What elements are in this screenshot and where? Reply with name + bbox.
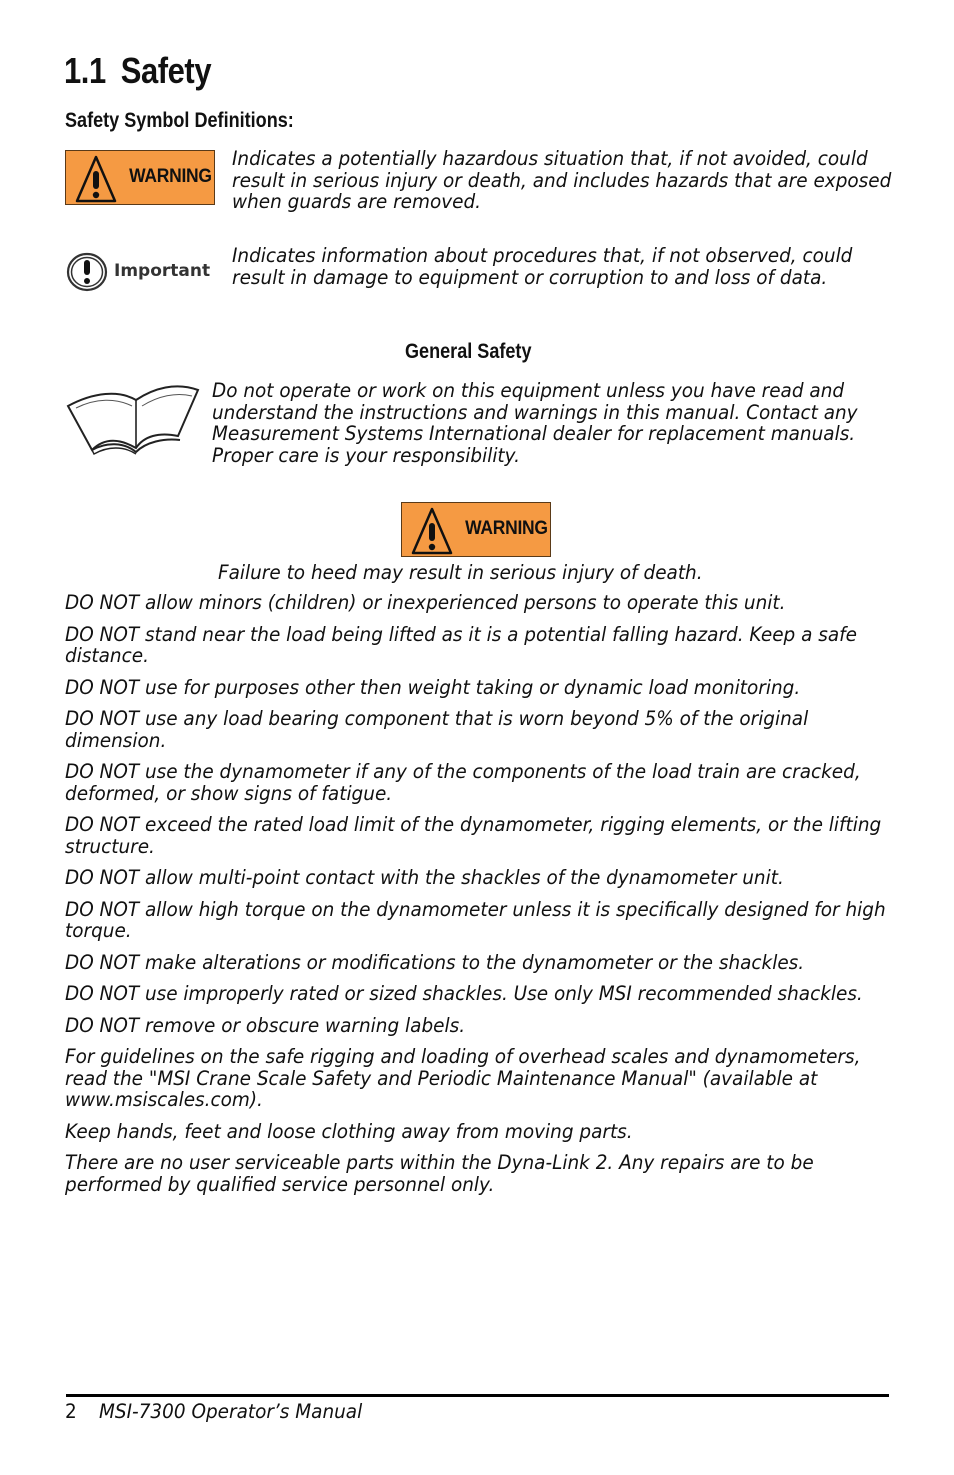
safety-rule: DO NOT stand near the load being lifted as it is a potential falling hazard. Keep a safe distance. [65,622,857,667]
important-exclamation-icon [66,252,108,292]
general-safety-heading: General Safety [405,340,532,363]
safety-rule: For guidelines on the safe rigging and loading of overhead scales and dynamometers, read the "MSI Crane Scale Safety and Periodic Maintenance Manual" (available at www.msiscales.com). [65,1045,861,1111]
safety-rules-list [65,592,895,1205]
open-book-icon [64,378,204,456]
safety-rule: DO NOT remove or obscure warning labels. [65,1013,466,1037]
safety-rule: DO NOT use the dynamometer if any of the components of the load train are cracked, deformed, or show signs of fatigue. [65,760,861,805]
safety-rule: DO NOT allow multi-point contact with the shackles of the dynamometer unit. [65,866,784,889]
warning-triangle-icon [74,154,118,204]
page-number: 2 [65,1400,77,1423]
general-warning-badge-label: WARNING [465,518,548,539]
manual-title: MSI-7300 Operator’s Manual [99,1400,363,1423]
footer-rule [66,1394,889,1397]
safety-rule: DO NOT use improperly rated or sized shackles. Use only MSI recommended shackles. [65,982,863,1005]
symbols-heading: Safety Symbol Definitions: [65,109,294,132]
warning-triangle-icon [410,506,454,556]
warning-badge [65,150,215,205]
safety-rule: Keep hands, feet and loose clothing away from moving parts. [65,1119,633,1143]
warning-definition-text: Indicates a potentially hazardous situation that, if not avoided, could result in serious injury or death, and includes hazards that are exposed when guards are removed. [232,147,892,213]
safety-rule: DO NOT use for purposes other then weight taking or dynamic load monitoring. [65,675,801,699]
page-footer [65,1400,362,1423]
warning-badge-label: WARNING [129,166,212,187]
safety-rule: DO NOT make alterations or modifications to the dynamometer or the shackles. [65,950,805,974]
book-notice-text: Do not operate or work on this equipment unless you have read and understand the instructions and warnings in this manual. Contact any Measurement Systems International dealer for replacement manuals. Proper care is your responsibility. [212,379,858,467]
safety-rule: DO NOT use any load bearing component that is worn beyond 5% of the original dimension. [65,707,809,752]
section-heading [64,50,211,92]
safety-rule: DO NOT exceed the rated load limit of the dynamometer, rigging elements, or the lifting structure. [65,813,882,858]
section-number: 1.1 [64,50,106,91]
safety-rule: DO NOT allow high torque on the dynamometer unless it is specifically designed for high torque. [65,897,886,942]
general-warning-badge [401,502,551,557]
warning-caption: Failure to heed may result in serious injury of death. [218,561,703,584]
important-badge-label: Important [114,261,211,281]
important-definition-text: Indicates information about procedures that, if not observed, could result in damage to equipment or corruption to and loss of data. [232,244,853,289]
section-title: Safety [120,50,212,91]
important-badge [66,252,216,292]
safety-rule: There are no user serviceable parts within the Dyna-Link 2. Any repairs are to be performed by qualified service personnel only. [65,1151,814,1196]
safety-rule: DO NOT allow minors (children) or inexperienced persons to operate this unit. [65,591,786,614]
